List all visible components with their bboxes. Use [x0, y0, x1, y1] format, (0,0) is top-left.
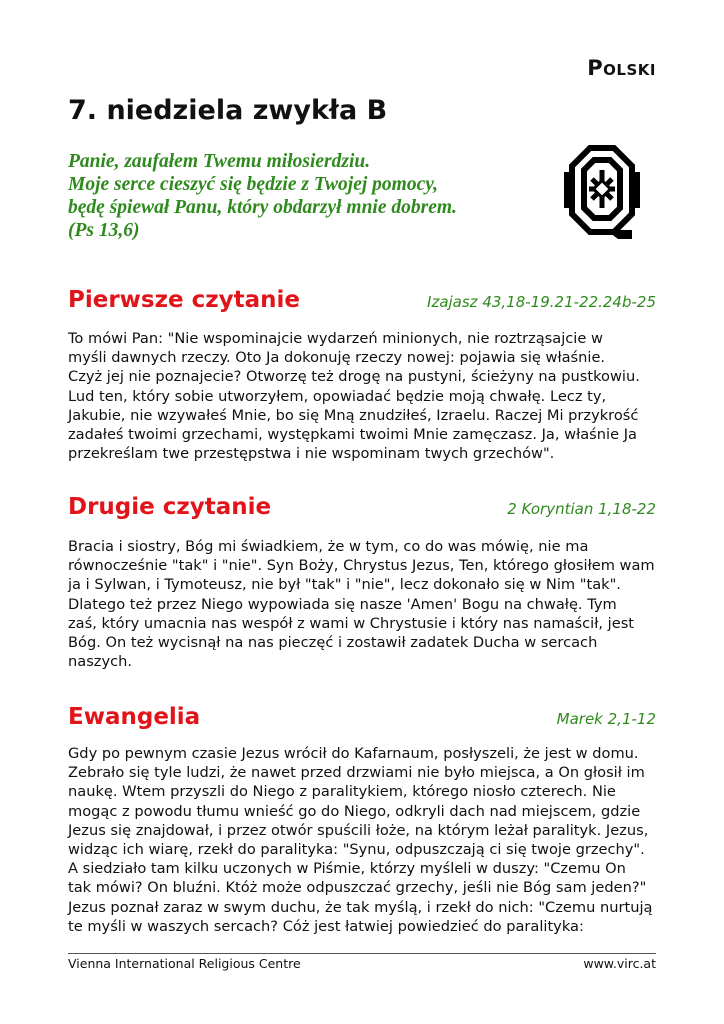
- second-reading-reference: 2 Koryntian 1,18-22: [507, 500, 656, 518]
- text-line: Lud ten, który sobie utworzyłem, opowiadać będzie moją chwałę. Lecz ty,: [68, 387, 607, 405]
- text-line: widząc ich wiarę, rzekł do paralityka: "Synu, odpuszczają ci się twoje grzechy".: [68, 841, 645, 859]
- text-line: te myśli w waszych sercach? Cóż jest łatwiej powiedzieć do paralityka:: [68, 917, 584, 935]
- gospel-text: [68, 744, 658, 936]
- gospel-header: [68, 700, 656, 730]
- second-reading-title: Drugie czytanie: [68, 494, 272, 520]
- antiphon-line: Moje serce cieszyć się będzie z Twojej pomocy,: [68, 174, 439, 195]
- first-reading-header: [68, 283, 656, 313]
- text-line: Czyż jej nie poznajecie? Otworzę też drogę na pustyni, ścieżyny na pustkowiu.: [68, 368, 640, 386]
- text-line: Jezus się znajdował, i przez otwór spuścili łoże, na którym leżał paralityk. Jezus,: [68, 821, 649, 839]
- text-line: równocześnie "tak" i "nie". Syn Boży, Chrystus Jezus, Ten, którego głosiłem wam: [68, 557, 655, 575]
- page-title: 7. niedziela zwykła B: [68, 95, 388, 126]
- second-reading-text: [68, 537, 658, 671]
- text-line: To mówi Pan: "Nie wspominajcie wydarzeń minionych, nie roztrząsajcie w: [68, 330, 603, 347]
- text-line: Bracia i siostry, Bóg mi świadkiem, że w tym, co do was mówię, nie ma: [68, 538, 589, 555]
- text-line: zaś, który umacnia nas wespół z wami w Chrystusie i który nas namaścił, jest: [68, 614, 635, 632]
- first-reading-text: [68, 329, 658, 463]
- text-line: Dlatego też przez Niego wypowiada się nasze 'Amen' Bogu na chwałę. Tym: [68, 595, 617, 613]
- first-reading-title: Pierwsze czytanie: [68, 287, 300, 313]
- text-line: zadałeś twoimi grzechami, występkami twoimi Mnie zamęczasz. Ja, właśnie Ja: [68, 426, 637, 444]
- first-reading-reference: Izajasz 43,18-19.21-22.24b-25: [427, 293, 656, 311]
- second-reading-header: [68, 490, 656, 520]
- virc-logo-icon: [562, 142, 642, 242]
- text-line: ja i Sylwan, i Tymoteusz, nie był "tak" i "nie", lecz dokonało się w Nim "tak".: [68, 576, 621, 594]
- footer-organization: Vienna International Religious Centre: [68, 956, 301, 971]
- text-line: A siedziało tam kilku uczonych w Piśmie, którzy myśleli w duszy: "Czemu On: [68, 860, 626, 878]
- gospel-title: Ewangelia: [68, 704, 201, 730]
- text-line: Gdy po pewnym czasie Jezus wrócił do Kafarnaum, posłyszeli, że jest w domu.: [68, 745, 639, 762]
- text-line: tak mówi? On bluźni. Któż może odpuszczać grzechy, jeśli nie Bóg sam jeden?": [68, 879, 647, 897]
- language-label: Polski: [587, 56, 656, 80]
- antiphon-line: będę śpiewał Panu, który obdarzył mnie dobrem.: [68, 197, 457, 218]
- text-line: naukę. Wtem przyszli do Niego z paralitykiem, którego niosło czterech. Nie: [68, 783, 616, 801]
- text-line: Bóg. On też wycisnął na nas pieczęć i zostawił zadatek Ducha w sercach: [68, 634, 598, 652]
- text-line: Jakubie, nie wzywałeś Mnie, bo się Mną znudziłeś, Izraelu. Raczej Mi przykrość: [68, 406, 639, 424]
- text-line: Jezus poznał zaraz w swym duchu, że tak myślą, i rzekł do nich: "Czemu nurtują: [68, 898, 653, 916]
- text-line: mogąc z powodu tłumu wnieść go do Niego, odkryli dach nad miejscem, gdzie: [68, 802, 641, 820]
- text-line: myśli dawnych rzeczy. Oto Ja dokonuję rzeczy nowej: pojawia się właśnie.: [68, 349, 606, 367]
- text-line: naszych.: [68, 653, 133, 671]
- footer-website: www.virc.at: [583, 956, 656, 971]
- antiphon-line: Panie, zaufałem Twemu miłosierdziu.: [68, 151, 371, 172]
- text-line: przekreślam twe przestępstwa i nie wspominam twych grzechów".: [68, 445, 555, 463]
- entrance-antiphon: [68, 150, 538, 242]
- gospel-reference: Marek 2,1-12: [556, 710, 656, 728]
- antiphon-reference: (Ps 13,6): [68, 220, 140, 241]
- text-line: Zebrało się tyle ludzi, że nawet przed drzwiami nie było miejsca, a On głosił im: [68, 764, 645, 782]
- footer-divider: [68, 953, 656, 954]
